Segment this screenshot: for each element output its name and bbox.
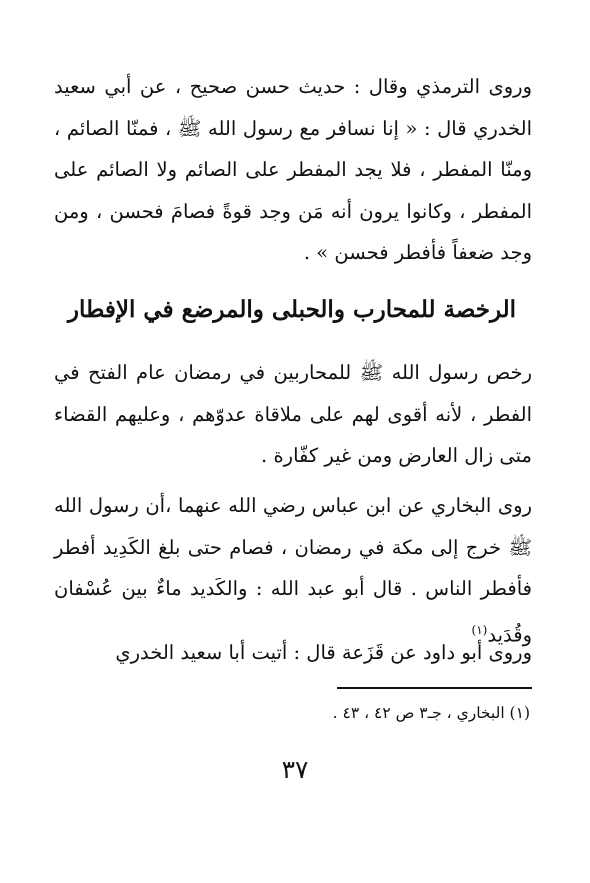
page-number: ٣٧: [281, 755, 309, 784]
footnote: (١) البخاري ، جـ٣ ص ٤٢ ، ٤٣ .: [332, 704, 530, 722]
paragraph-bukhari-narration: [54, 485, 532, 656]
paragraph-bukhari-text: روى البخاري عن ابن عباس رضي الله عنهما ،أن رسول الله ﷺ خرج إلى مكة في رمضان ، فصام حتى بلغ الكَدِيد أفطر فأفطر الناس . قال أبو عبد الله : والكَديد ماءٌ بين عُسْفان وقُدَيد: [54, 494, 532, 646]
paragraph-fighters-concession: رخص رسول الله ﷺ للمحاربين في رمضان عام الفتح في الفطر ، لأنه أقوى لهم على ملاقاة عدوّهم ، وعليهم القضاء متى زال العارض ومن غير كفّارة .: [54, 361, 532, 467]
section-heading: الرخصة للمحارب والحبلى والمرضع في الإفطار: [67, 296, 517, 323]
paragraph-abu-dawud-narration: وروى أبو داود عن قَزَعة قال : أتيت أبا سعيد الخدري: [115, 641, 532, 664]
footnote-reference: (١): [471, 622, 488, 637]
paragraph-tirmidhi-narration: وروى الترمذي وقال : حديث حسن صحيح ، عن أبي سعيد الخدري قال : « إنا نسافر مع رسول الله ﷺ ، فمنّا الصائم ، ومنّا المفطر ، فلا يجد المفطر على الصائم ولا الصائم على المفطر ، وكانوا يرون أنه مَن وجد قوةً فصامَ فحسن ، ومن وجد ضعفاً فأفطر فحسن » .: [54, 75, 532, 264]
footnote-divider: [337, 687, 532, 689]
